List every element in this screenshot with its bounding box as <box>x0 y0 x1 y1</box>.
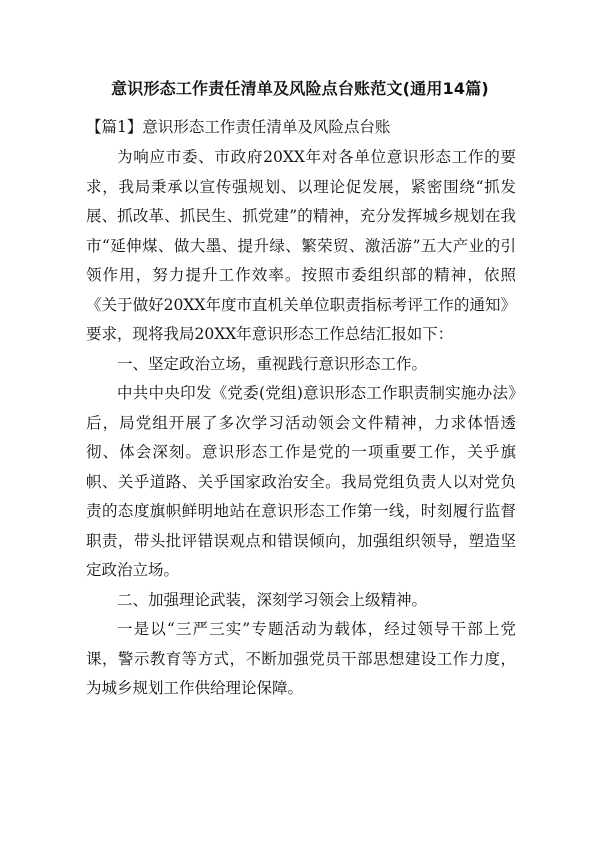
paragraph-section-1: 中共中央印发《党委(党组)意识形态工作职责制实施办法》后，局党组开展了多次学习活动领会文件精神，力求体悟透彻、体会深刻。意识形态工作是党的一项重要工作，关乎旗帜、关乎道路、关乎国家政治安全。我局党组负责人以对党负责的态度旗帜鲜明地站在意识形态工作第一线，时刻履行监督职责，带头批评错误观点和错误倾向，加强组织领导，塑造坚定政治立场。 <box>86 384 516 579</box>
section-heading-2: 二、加强理论武装，深刻学习领会上级精神。 <box>117 590 428 609</box>
article-heading: 【篇1】意识形态工作责任清单及风险点台账 <box>86 118 391 136</box>
document-title: 意识形态工作责任清单及风险点台账范文(通用14篇) <box>111 79 489 98</box>
document-body <box>86 143 516 704</box>
paragraph-section-2: 一是以“三严三实”专题活动为载体，经过领导干部上党课，警示教育等方式，不断加强党员干部思想建设工作力度，为城乡规划工作供给理论保障。 <box>86 620 516 697</box>
section-heading-1: 一、坚定政治立场，重视践行意识形态工作。 <box>117 354 428 373</box>
paragraph-intro: 为响应市委、市政府20XX年对各单位意识形态工作的要求，我局秉承以宣传强规划、以理论促发展，紧密围绕“抓发展、抓改革、抓民生、抓党建”的精神，充分发挥城乡规划在我市“延伸煤、做大墨、提升绿、繁荣贸、激活游”五大产业的引领作用，努力提升工作效率。按照市委组织部的精神，依照《关于做好20XX年度市直机关单位职责指标考评工作的通知》要求，现将我局20XX年意识形态工作总结汇报如下： <box>86 148 516 343</box>
